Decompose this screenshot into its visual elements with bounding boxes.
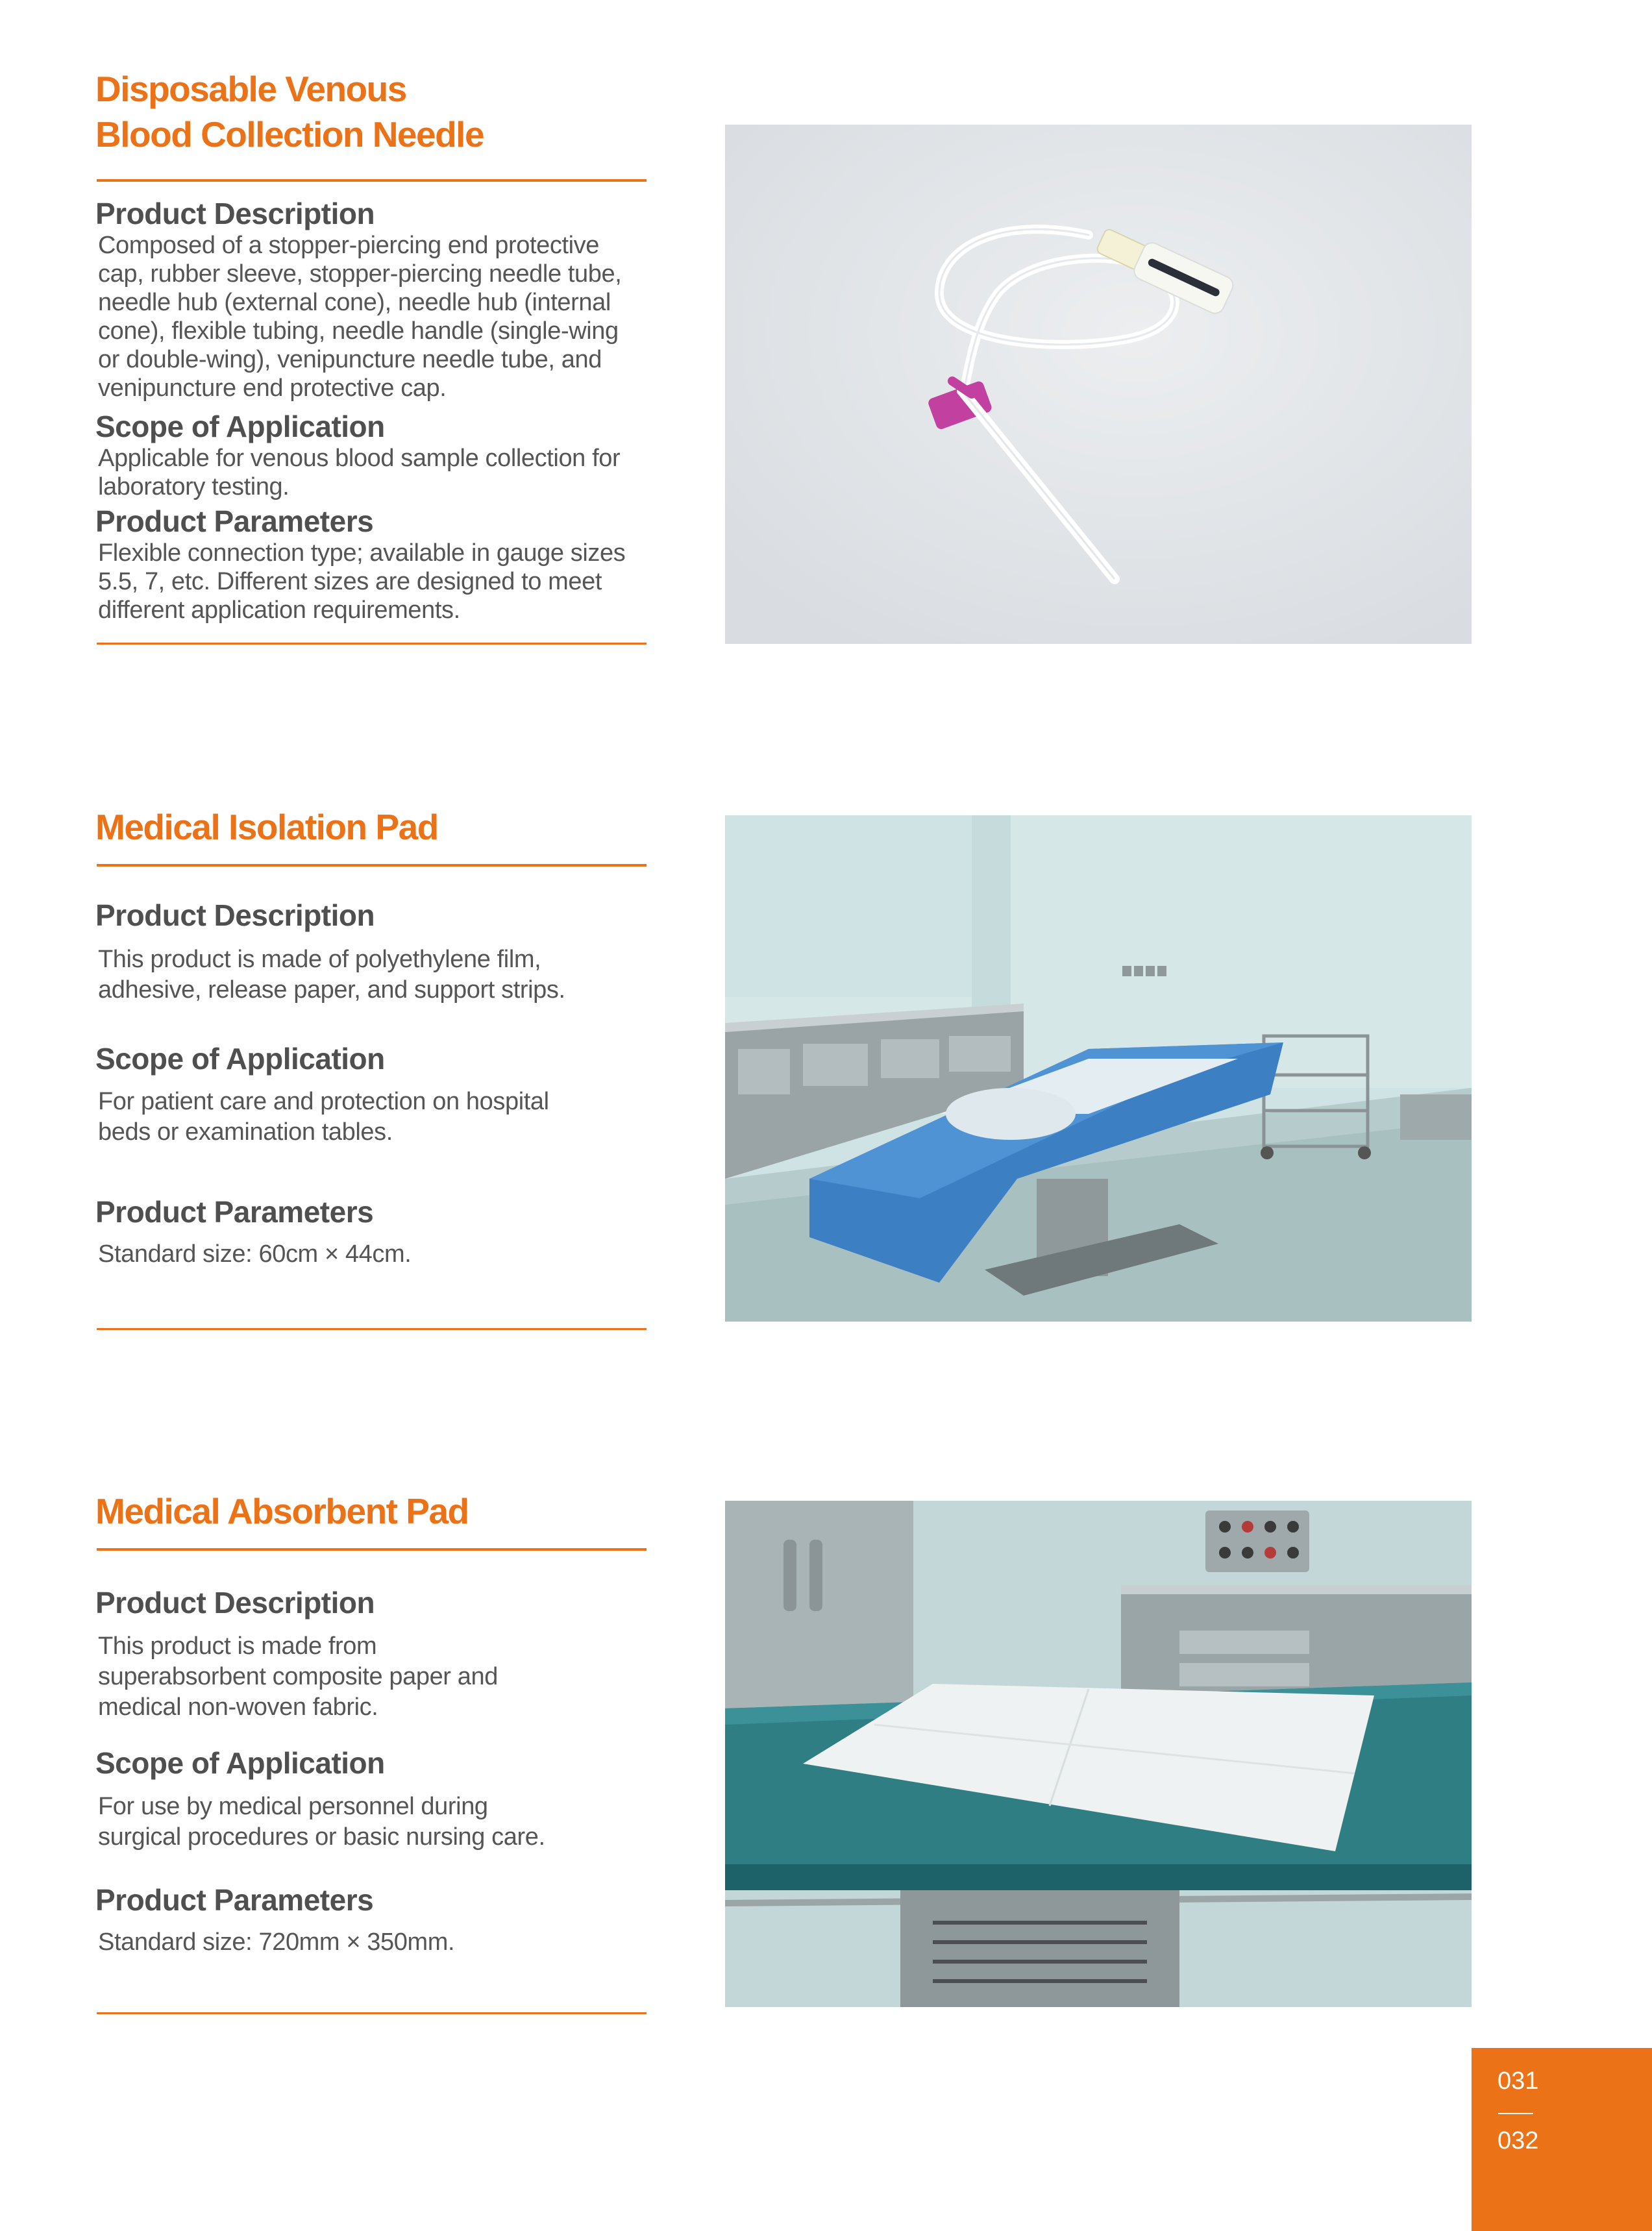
description-text: This product is made from superabsorbent composite paper and medical non-woven fabric. (98, 1633, 498, 1721)
page-number-left: 031 (1498, 2067, 1539, 2095)
description-heading: Product Description (95, 197, 375, 230)
product-title (95, 66, 484, 157)
page-number-badge (1472, 2048, 1652, 2231)
parameters-heading: Product Parameters (95, 1195, 374, 1229)
divider (97, 1548, 647, 1551)
scope-text: For use by medical personnel during surgical procedures or basic nursing care. (98, 1793, 545, 1851)
parameters-heading: Product Parameters (95, 504, 374, 538)
parameters-heading: Product Parameters (95, 1883, 374, 1917)
scope-heading: Scope of Application (95, 1042, 385, 1076)
description-text: This product is made of polyethylene film, adhesive, release paper, and support strips. (98, 946, 565, 1004)
divider (97, 2012, 647, 2014)
divider (97, 179, 647, 182)
product-title: Medical Isolation Pad (95, 807, 438, 847)
divider (97, 1328, 647, 1330)
title-line: Blood Collection Needle (95, 114, 484, 154)
scope-heading: Scope of Application (95, 1746, 385, 1780)
parameters-text: Flexible connection type; available in gauge sizes 5.5, 7, etc. Different sizes are designed to meet different application requirements. (98, 539, 626, 624)
blood-collection-needle-photo (725, 125, 1472, 644)
divider (97, 864, 647, 867)
product-title: Medical Absorbent Pad (95, 1491, 469, 1531)
page-number-right: 032 (1498, 2127, 1539, 2154)
divider (97, 643, 647, 645)
description-heading: Product Description (95, 1586, 375, 1620)
absorbent-pad-operating-table-photo (725, 1501, 1472, 2007)
description-heading: Product Description (95, 898, 375, 932)
description-text: Composed of a stopper-piercing end protective cap, rubber sleeve, stopper-piercing needle tube, needle hub (external cone), needle hub (internal cone), flexible tubing, needle handle (single-wing or double-wing), venipuncture needle tube, and venipuncture end protective cap. (98, 232, 622, 402)
page-number-separator (1498, 2113, 1533, 2114)
isolation-pad-operating-room-photo (725, 815, 1472, 1322)
title-line: Disposable Venous (95, 69, 406, 109)
parameters-text: Standard size: 720mm × 350mm. (98, 1929, 455, 1956)
scope-text: For patient care and protection on hospital beds or examination tables. (98, 1088, 549, 1146)
scope-text: Applicable for venous blood sample collection for laboratory testing. (98, 445, 621, 500)
scope-heading: Scope of Application (95, 410, 385, 443)
parameters-text: Standard size: 60cm × 44cm. (98, 1240, 412, 1268)
